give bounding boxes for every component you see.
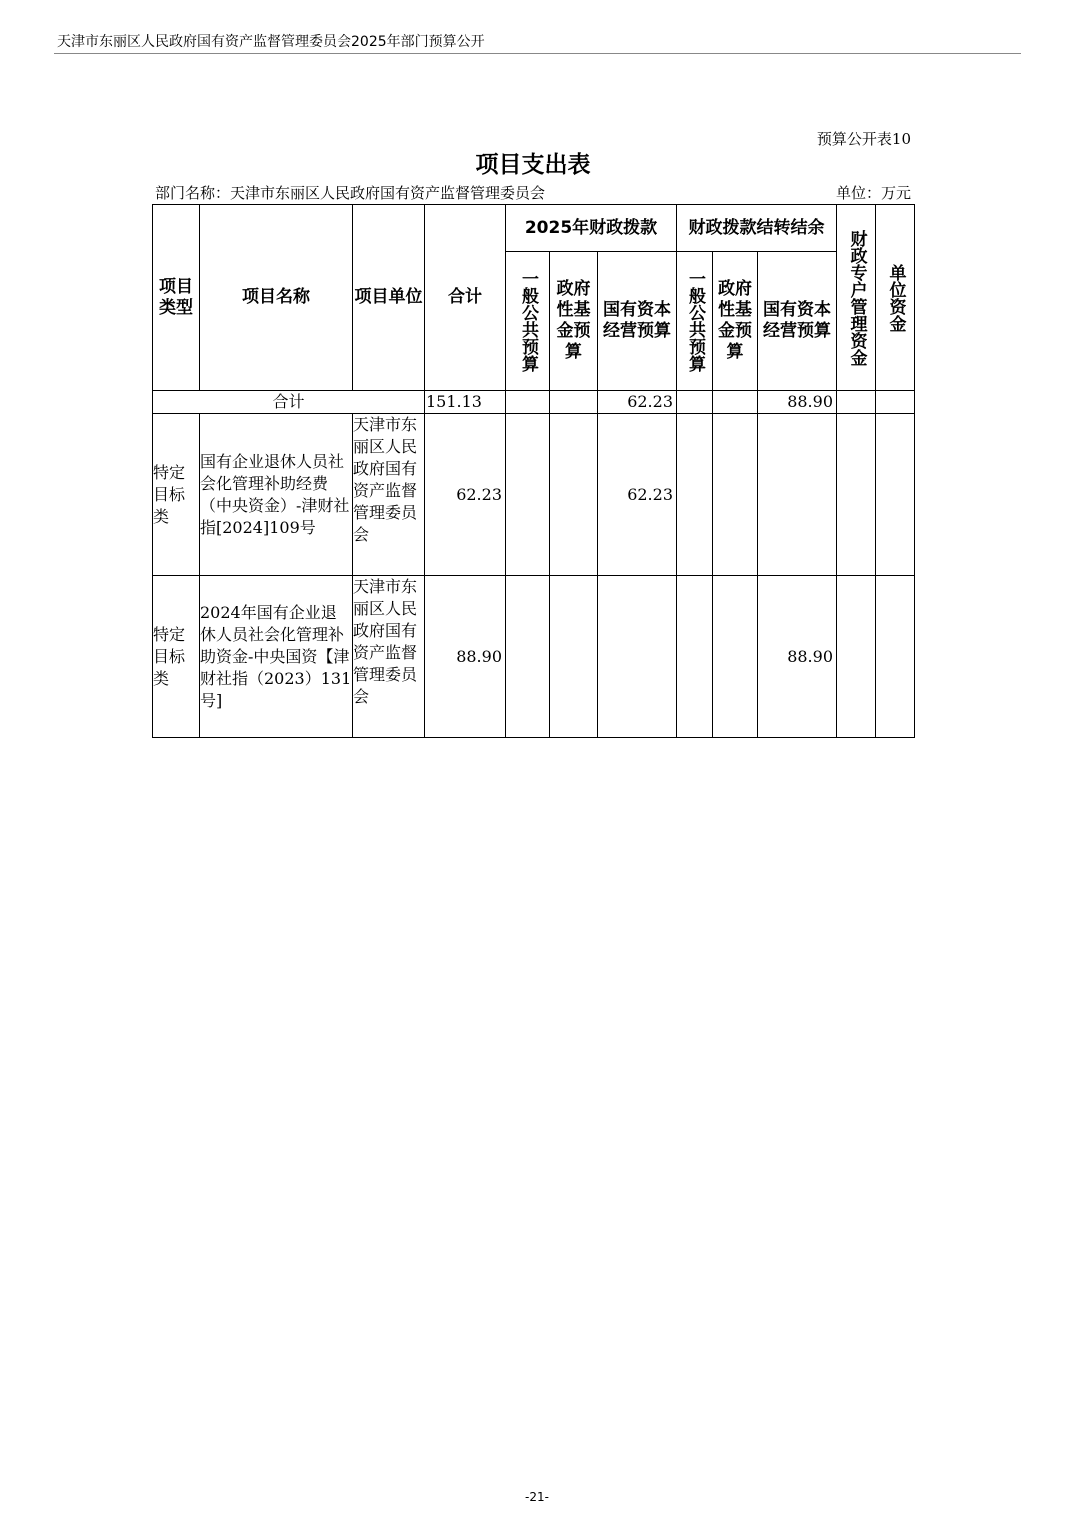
header-divider <box>54 53 1021 54</box>
row-project-type: 特定目标类 <box>153 414 200 576</box>
row-total: 62.23 <box>425 414 506 576</box>
row-project-type: 特定目标类 <box>153 576 200 738</box>
header-total: 合计 <box>425 205 506 391</box>
row-project-name: 2024年国有企业退休人员社会化管理补助资金-中央国资【津财社指（2023）131号] <box>200 576 353 738</box>
total-row <box>153 391 915 414</box>
cell-empty <box>876 414 915 576</box>
cell-empty <box>713 414 758 576</box>
header-general-budget-carry: 一般公共预算 <box>677 252 713 391</box>
header-gov-fund-carry: 政府性基金预算 <box>713 252 758 391</box>
running-header: 天津市东丽区人民政府国有资产监督管理委员会2025年部门预算公开 <box>57 34 485 50</box>
cell-empty <box>876 576 915 738</box>
row-state-capital-carry: 88.90 <box>758 576 837 738</box>
cell-empty <box>677 414 713 576</box>
cell-empty <box>837 391 876 414</box>
cell-empty <box>506 576 550 738</box>
row-state-capital-2025 <box>598 576 677 738</box>
project-expenditure-table <box>152 204 915 738</box>
cell-empty <box>837 576 876 738</box>
total-row-label: 合计 <box>153 391 425 414</box>
cell-empty <box>550 414 598 576</box>
cell-empty <box>677 391 713 414</box>
cell-empty <box>677 576 713 738</box>
cell-empty <box>506 391 550 414</box>
cell-empty <box>713 576 758 738</box>
cell-empty <box>837 414 876 576</box>
header-group-carryover: 财政拨款结转结余 <box>677 205 837 252</box>
header-project-name: 项目名称 <box>200 205 353 391</box>
header-state-capital-2025: 国有资本经营预算 <box>598 252 677 391</box>
table-id: 预算公开表10 <box>816 130 911 148</box>
header-state-capital-carry: 国有资本经营预算 <box>758 252 837 391</box>
row-state-capital-carry <box>758 414 837 576</box>
unit-label: 单位：万元 <box>835 184 911 202</box>
row-project-unit: 天津市东丽区人民政府国有资产监督管理委员会 <box>353 576 425 738</box>
total-row-state-capital-carry: 88.90 <box>758 391 837 414</box>
row-total: 88.90 <box>425 576 506 738</box>
header-project-unit: 项目单位 <box>353 205 425 391</box>
header-project-type: 项目类型 <box>153 205 200 391</box>
department-label: 部门名称：天津市东丽区人民政府国有资产监督管理委员会 <box>155 184 546 202</box>
cell-empty <box>876 391 915 414</box>
page-title: 项目支出表 <box>475 152 591 178</box>
cell-empty <box>550 391 598 414</box>
row-project-name: 国有企业退休人员社会化管理补助经费（中央资金）-津财社指[2024]109号 <box>200 414 353 576</box>
total-row-state-capital-2025: 62.23 <box>598 391 677 414</box>
header-special-account: 财政专户管理资金 <box>837 205 876 391</box>
header-general-budget-2025: 一般公共预算 <box>506 252 550 391</box>
total-row-total: 151.13 <box>425 391 506 414</box>
cell-empty <box>550 576 598 738</box>
page-number: -21- <box>525 1490 549 1504</box>
header-group-2025: 2025年财政拨款 <box>506 205 677 252</box>
table-row <box>153 576 915 738</box>
row-project-unit: 天津市东丽区人民政府国有资产监督管理委员会 <box>353 414 425 576</box>
header-unit-funds: 单位资金 <box>876 205 915 391</box>
table-row <box>153 414 915 576</box>
row-state-capital-2025: 62.23 <box>598 414 677 576</box>
cell-empty <box>713 391 758 414</box>
header-gov-fund-2025: 政府性基金预算 <box>550 252 598 391</box>
cell-empty <box>506 414 550 576</box>
